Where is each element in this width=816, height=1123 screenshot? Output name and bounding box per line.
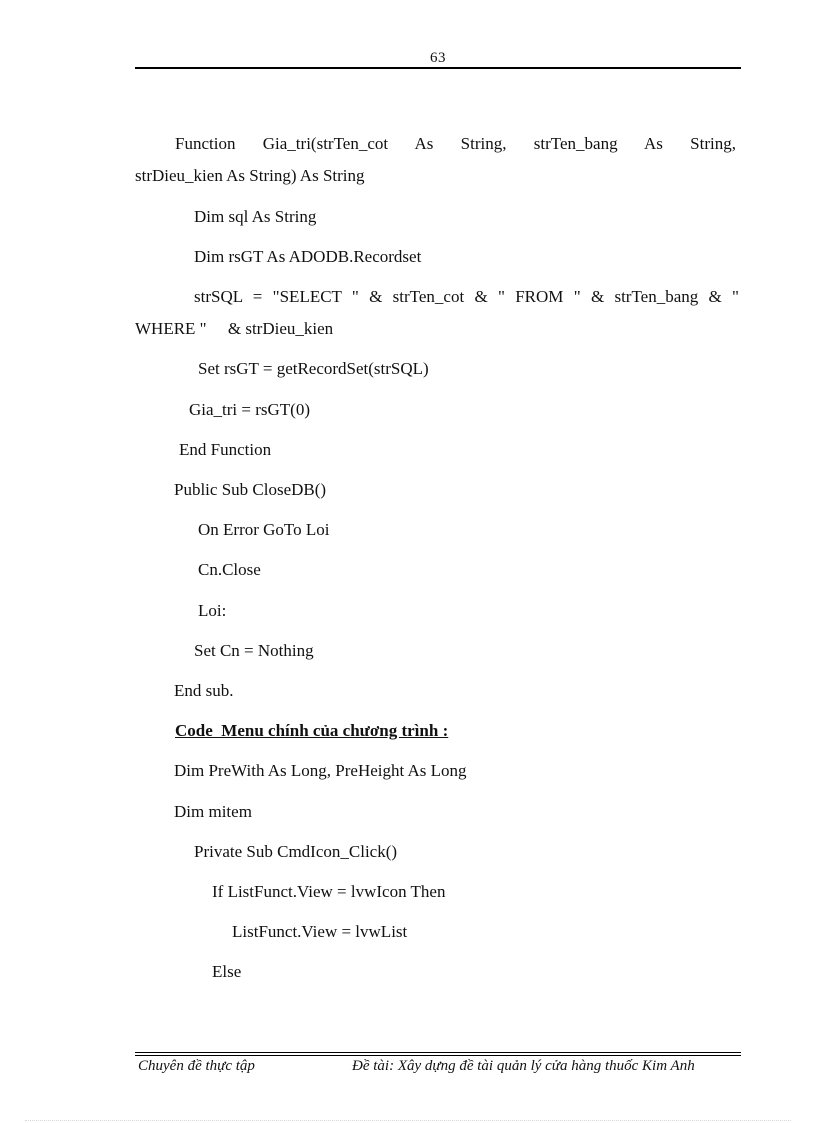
code-line: Cn.Close bbox=[198, 560, 261, 579]
code-line: Private Sub CmdIcon_Click() bbox=[194, 842, 398, 861]
code-line: Dim rsGT As ADODB.Recordset bbox=[194, 247, 422, 266]
footer-rule bbox=[135, 1052, 741, 1053]
code-line: Public Sub CloseDB() bbox=[174, 480, 327, 499]
code-line: On Error GoTo Loi bbox=[198, 520, 330, 539]
footer-left-text: Chuyên đề thực tập bbox=[138, 1058, 255, 1074]
code-line: Set Cn = Nothing bbox=[194, 641, 314, 660]
code-line-function-signature: Function Gia_tri(strTen_cot As String, strTen_bang As String, bbox=[175, 134, 736, 153]
page-number: 63 bbox=[430, 50, 446, 66]
section-heading: Code Menu chính của chương trình : bbox=[175, 721, 449, 740]
code-line: End Function bbox=[179, 440, 272, 459]
code-line: Else bbox=[212, 962, 242, 981]
page-bottom-border bbox=[25, 1120, 791, 1121]
footer-rule bbox=[135, 1055, 741, 1056]
code-line: Dim PreWith As Long, PreHeight As Long bbox=[174, 761, 467, 780]
code-line: If ListFunct.View = lvwIcon Then bbox=[212, 882, 446, 901]
footer-right-text: Đề tài: Xây dựng đề tài quản lý cửa hàng thuốc Kim Anh bbox=[352, 1058, 695, 1074]
code-line: End sub. bbox=[174, 681, 234, 700]
code-line-sql: strSQL = "SELECT " & strTen_cot & " FROM " & strTen_bang & " bbox=[194, 287, 739, 306]
code-line: Dim sql As String bbox=[194, 207, 317, 226]
header-rule bbox=[135, 67, 741, 69]
code-line: Dim mitem bbox=[174, 802, 252, 821]
code-line: Set rsGT = getRecordSet(strSQL) bbox=[198, 359, 429, 378]
code-line-function-signature-cont: strDieu_kien As String) As String bbox=[135, 166, 365, 185]
code-line: ListFunct.View = lvwList bbox=[232, 922, 408, 941]
code-line-sql-cont: WHERE " & strDieu_kien bbox=[135, 319, 334, 338]
code-line: Loi: bbox=[198, 601, 227, 620]
code-line: Gia_tri = rsGT(0) bbox=[189, 400, 311, 419]
